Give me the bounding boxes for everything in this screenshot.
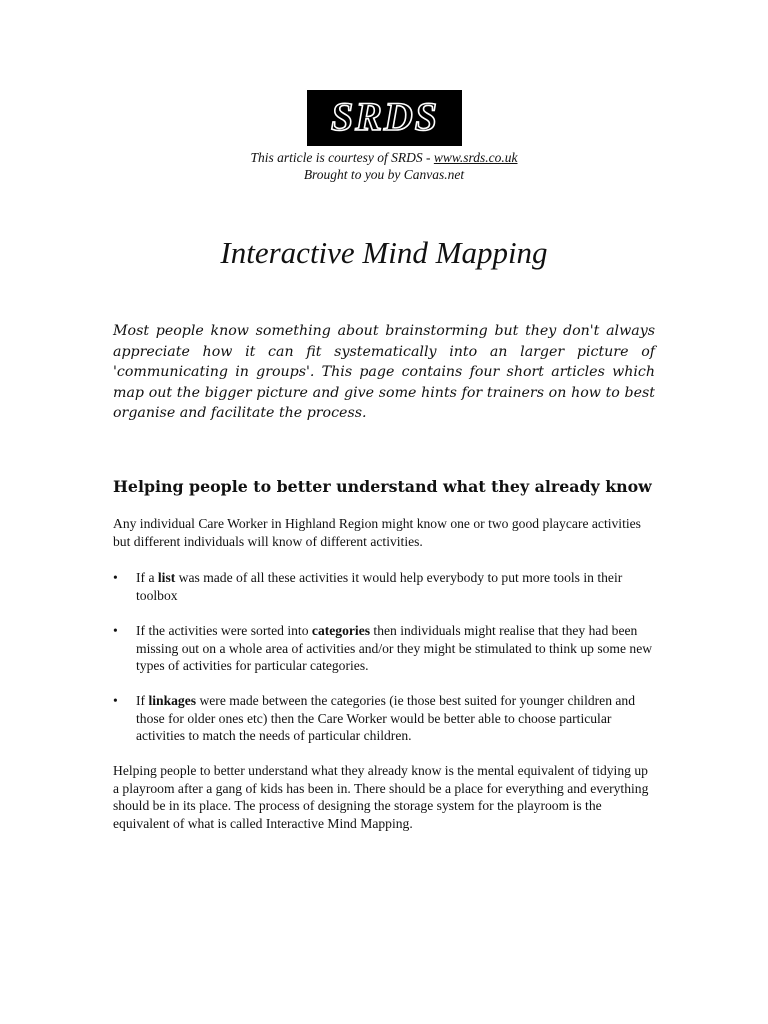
bullet-icon: • bbox=[113, 623, 118, 638]
courtesy-note bbox=[0, 149, 768, 183]
courtesy-prefix: This article is courtesy of SRDS - bbox=[250, 150, 434, 165]
section-paragraph-final: Helping people to better understand what they already know is the mental equivalent of tidying up a playroom after a gang of kids has been in. There should be a place for everything and everything should be in its place. The process of designing the storage system for the playroom is the equivalent of what is called Interactive Mind Mapping. bbox=[113, 763, 649, 831]
bullet-item-categories bbox=[113, 622, 663, 675]
bullet-icon: • bbox=[113, 693, 118, 708]
bullet-text: If the activities were sorted into categories then individuals might realise that they had been missing out on a whole area of activities and/or they might be stimulated to think up some new types of activities for particular categories. bbox=[136, 623, 653, 674]
bullet-keyword: categories bbox=[311, 623, 371, 638]
page-title: Interactive Mind Mapping bbox=[220, 235, 548, 270]
srds-logo bbox=[307, 90, 462, 146]
bullet-item-list bbox=[113, 569, 663, 604]
bullet-text: If a list was made of all these activities it would help everybody to put more tools in their toolbox bbox=[136, 570, 623, 603]
brought-by-line: Brought to you by Canvas.net bbox=[303, 167, 465, 182]
intro-paragraph: Most people know something about brainstorming but they don't always appreciate how it can fit systematically into an larger picture of 'communicating in groups'. This page contains four short articles which map out the bigger picture and give some hints for trainers on how to best organise and facilitate the process. bbox=[113, 323, 655, 421]
srds-website-link[interactable]: www.srds.co.uk bbox=[433, 150, 518, 165]
section-heading: Helping people to better understand what they already know bbox=[113, 477, 652, 496]
bullet-item-linkages bbox=[113, 692, 663, 745]
courtesy-line bbox=[0, 149, 768, 166]
bullet-keyword: linkages bbox=[148, 693, 197, 708]
bullet-text: If linkages were made between the categories (ie those best suited for younger children and those for older ones etc) then the Care Worker would be better able to choose particular activities to match the needs of particular children. bbox=[136, 693, 636, 744]
bullet-icon: • bbox=[113, 570, 118, 585]
section-paragraph-1: Any individual Care Worker in Highland Region might know one or two good playcare activities but different individuals will know of different activities. bbox=[113, 516, 641, 549]
bullet-keyword: list bbox=[157, 570, 176, 585]
srds-logo-graphic bbox=[315, 95, 455, 141]
logo-text: SRDS bbox=[330, 95, 439, 139]
